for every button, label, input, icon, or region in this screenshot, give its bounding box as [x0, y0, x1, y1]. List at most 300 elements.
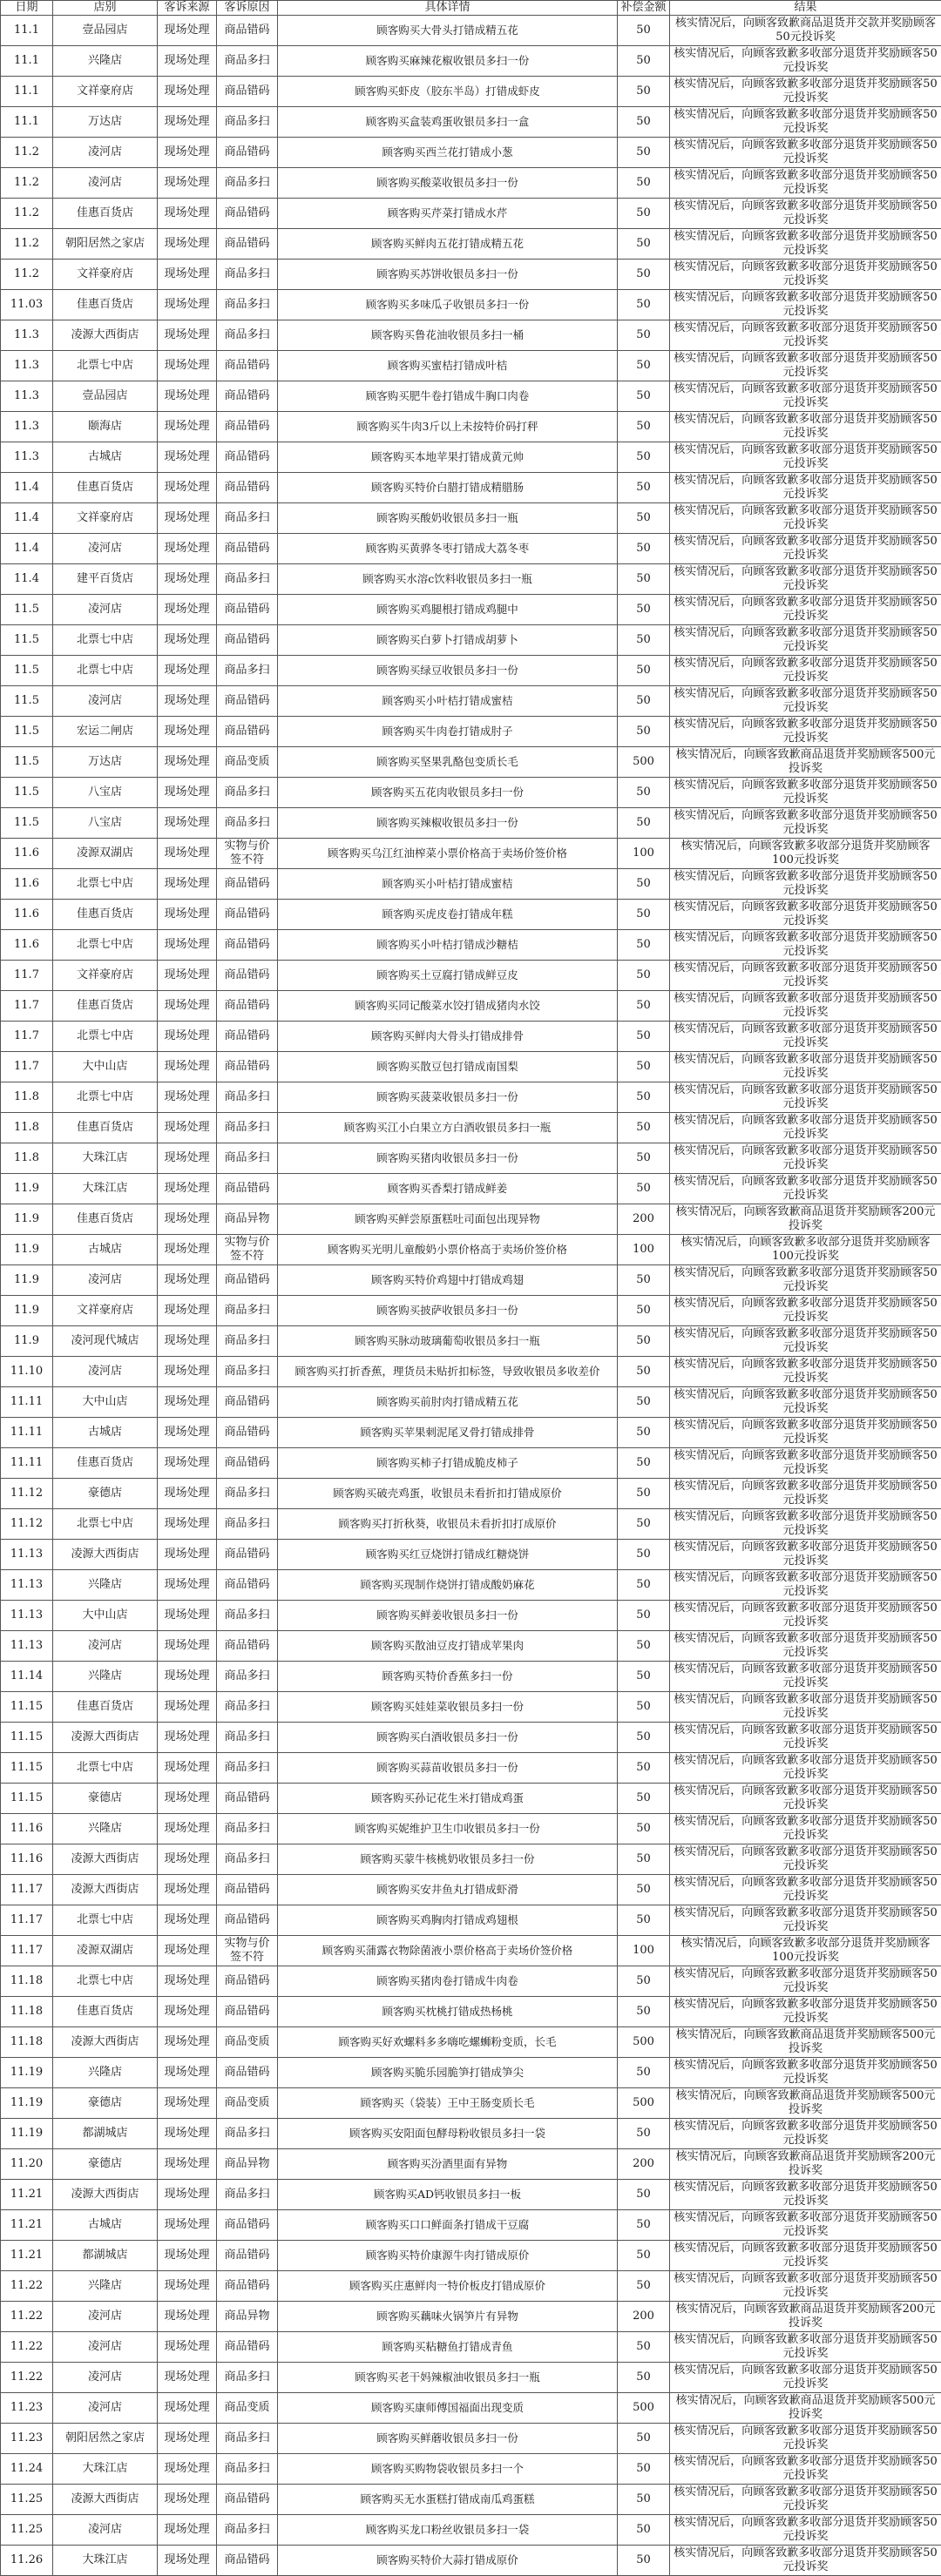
date-cell: 11.25 — [1, 2485, 53, 2515]
date-cell: 11.22 — [1, 2363, 53, 2393]
table-row — [1, 442, 941, 473]
detail-cell: 顾客购买黄骅冬枣打错成大荔冬枣 — [278, 534, 618, 564]
source-cell: 现场处理 — [158, 381, 217, 412]
amount-cell: 50 — [618, 2454, 670, 2485]
store-cell: 凌源双湖店 — [53, 1936, 158, 1966]
store-cell: 豪德店 — [53, 1479, 158, 1509]
amount-cell: 50 — [618, 1631, 670, 1662]
reason-cell: 商品多扫 — [217, 1692, 278, 1723]
result-cell: 核实情况后，向顾客致歉多收部分退货并奖励顾客50元投诉奖 — [670, 930, 941, 961]
table-row — [1, 1326, 941, 1357]
store-cell: 兴隆店 — [53, 1570, 158, 1601]
store-cell: 万达店 — [53, 747, 158, 778]
table-row — [1, 351, 941, 381]
amount-cell: 50 — [618, 1662, 670, 1692]
source-cell: 现场处理 — [158, 1082, 217, 1113]
result-cell: 核实情况后，向顾客致歉商品退货并奖励顾客200元投诉奖 — [670, 2149, 941, 2180]
result-cell: 核实情况后，向顾客致歉多收部分退货并奖励顾客50元投诉奖 — [670, 2119, 941, 2149]
table-row — [1, 2210, 941, 2241]
detail-cell: 顾客购买庄惠鲜肉一特价板皮打错成原价 — [278, 2271, 618, 2302]
header-store: 店别 — [53, 1, 158, 16]
date-cell: 11.19 — [1, 2058, 53, 2088]
amount-cell: 50 — [618, 2241, 670, 2271]
result-cell: 核实情况后，向顾客致歉多收部分退货并奖励顾客50元投诉奖 — [670, 1753, 941, 1784]
amount-cell: 50 — [618, 1753, 670, 1784]
amount-cell: 50 — [618, 2119, 670, 2149]
source-cell: 现场处理 — [158, 1418, 217, 1448]
table-row — [1, 2180, 941, 2210]
table-row — [1, 1875, 941, 1905]
result-cell: 核实情况后，向顾客致歉多收部分退货并奖励顾客50元投诉奖 — [670, 1631, 941, 1662]
store-cell: 北票七中店 — [53, 1509, 158, 1540]
result-cell: 核实情况后，向顾客致歉多收部分退货并奖励顾客50元投诉奖 — [670, 138, 941, 168]
reason-cell: 商品错码 — [217, 625, 278, 656]
reason-cell: 商品错码 — [217, 2332, 278, 2363]
reason-cell: 商品错码 — [217, 1052, 278, 1082]
amount-cell: 50 — [618, 1814, 670, 1844]
date-cell: 11.3 — [1, 381, 53, 412]
store-cell: 凌河店 — [53, 1631, 158, 1662]
result-cell: 核实情况后，向顾客致歉多收部分退货并奖励顾客50元投诉奖 — [670, 412, 941, 442]
store-cell: 佳惠百货店 — [53, 199, 158, 229]
detail-cell: 顾客购买虾皮（胶东半岛）打错成虾皮 — [278, 77, 618, 107]
source-cell: 现场处理 — [158, 1814, 217, 1844]
source-cell: 现场处理 — [158, 1235, 217, 1265]
detail-cell: 顾客购买苹果刺泥尾叉骨打错成排骨 — [278, 1418, 618, 1448]
date-cell: 11.11 — [1, 1387, 53, 1418]
store-cell: 大珠江店 — [53, 1143, 158, 1174]
table-row — [1, 2424, 941, 2454]
table-row — [1, 1479, 941, 1509]
reason-cell: 实物与价签不符 — [217, 839, 278, 869]
reason-cell: 商品变质 — [217, 747, 278, 778]
date-cell: 11.5 — [1, 808, 53, 839]
detail-cell: 顾客购买前肘肉打错成精五花 — [278, 1387, 618, 1418]
table-row — [1, 2058, 941, 2088]
date-cell: 11.9 — [1, 1174, 53, 1204]
table-row — [1, 1143, 941, 1174]
reason-cell: 商品错码 — [217, 1784, 278, 1814]
detail-cell: 顾客购买肥牛卷打错成牛胸口肉卷 — [278, 381, 618, 412]
reason-cell: 商品多扫 — [217, 2454, 278, 2485]
detail-cell: 顾客购买同记酸菜水饺打错成猪肉水饺 — [278, 991, 618, 1022]
detail-cell: 顾客购买枕桃打错成热杨桃 — [278, 1997, 618, 2027]
reason-cell: 商品错码 — [217, 1997, 278, 2027]
source-cell: 现场处理 — [158, 1905, 217, 1936]
table-row — [1, 1235, 941, 1265]
result-cell: 核实情况后，向顾客致歉商品退货并奖励顾客500元投诉奖 — [670, 2027, 941, 2058]
reason-cell: 商品错码 — [217, 595, 278, 625]
detail-cell: 顾客购买柿子打错成脆皮柿子 — [278, 1448, 618, 1479]
table-row — [1, 625, 941, 656]
reason-cell: 商品多扫 — [217, 107, 278, 138]
date-cell: 11.22 — [1, 2302, 53, 2332]
source-cell: 现场处理 — [158, 2302, 217, 2332]
detail-cell: 顾客购买鲜蘑收银员多扫一份 — [278, 2424, 618, 2454]
amount-cell: 50 — [618, 1905, 670, 1936]
amount-cell: 50 — [618, 199, 670, 229]
store-cell: 文祥豪府店 — [53, 961, 158, 991]
date-cell: 11.1 — [1, 16, 53, 46]
source-cell: 现场处理 — [158, 1723, 217, 1753]
amount-cell: 50 — [618, 442, 670, 473]
store-cell: 凌河店 — [53, 534, 158, 564]
source-cell: 现场处理 — [158, 564, 217, 595]
date-cell: 11.7 — [1, 991, 53, 1022]
date-cell: 11.8 — [1, 1143, 53, 1174]
table-row — [1, 1418, 941, 1448]
table-row — [1, 1601, 941, 1631]
date-cell: 11.4 — [1, 503, 53, 534]
amount-cell: 50 — [618, 1174, 670, 1204]
store-cell: 凌源大西街店 — [53, 1723, 158, 1753]
amount-cell: 50 — [618, 229, 670, 260]
detail-cell: 顾客购买本地苹果打错成黄元帅 — [278, 442, 618, 473]
table-row — [1, 656, 941, 686]
result-cell: 核实情况后，向顾客致歉多收部分退货并奖励顾客50元投诉奖 — [670, 46, 941, 77]
table-row — [1, 1905, 941, 1936]
detail-cell: 顾客购买打折香蕉，理货员未贴折扣标签，导致收银员多收差价 — [278, 1357, 618, 1387]
result-cell: 核实情况后，向顾客致歉多收部分退货并奖励顾客50元投诉奖 — [670, 199, 941, 229]
store-cell: 兴隆店 — [53, 1662, 158, 1692]
store-cell: 古城店 — [53, 442, 158, 473]
reason-cell: 商品异物 — [217, 2302, 278, 2332]
amount-cell: 500 — [618, 2393, 670, 2424]
amount-cell: 50 — [618, 1387, 670, 1418]
detail-cell: 顾客购买散豆包打错成南国梨 — [278, 1052, 618, 1082]
date-cell: 11.03 — [1, 290, 53, 320]
amount-cell: 50 — [618, 686, 670, 717]
date-cell: 11.19 — [1, 2119, 53, 2149]
header-result: 结果 — [670, 1, 941, 16]
table-row — [1, 930, 941, 961]
detail-cell: 顾客购买光明儿童酸奶小票价格高于卖场价签价格 — [278, 1235, 618, 1265]
source-cell: 现场处理 — [158, 1692, 217, 1723]
source-cell: 现场处理 — [158, 1448, 217, 1479]
detail-cell: 顾客购买安井鱼丸打错成虾滑 — [278, 1875, 618, 1905]
result-cell: 核实情况后，向顾客致歉多收部分退货并奖励顾客50元投诉奖 — [670, 808, 941, 839]
amount-cell: 50 — [618, 1570, 670, 1601]
detail-cell: 顾客购买酸奶收银员多扫一瓶 — [278, 503, 618, 534]
result-cell: 核实情况后，向顾客致歉多收部分退货并奖励顾客50元投诉奖 — [670, 900, 941, 930]
amount-cell: 50 — [618, 168, 670, 199]
source-cell: 现场处理 — [158, 991, 217, 1022]
amount-cell: 50 — [618, 16, 670, 46]
detail-cell: 顾客购买鲁花油收银员多扫一桶 — [278, 320, 618, 351]
store-cell: 北票七中店 — [53, 656, 158, 686]
reason-cell: 商品变质 — [217, 2393, 278, 2424]
date-cell: 11.13 — [1, 1631, 53, 1662]
result-cell: 核实情况后，向顾客致歉商品退货并奖励顾客500元投诉奖 — [670, 2088, 941, 2119]
source-cell: 现场处理 — [158, 46, 217, 77]
amount-cell: 50 — [618, 808, 670, 839]
date-cell: 11.24 — [1, 2454, 53, 2485]
amount-cell: 50 — [618, 1296, 670, 1326]
detail-cell: 顾客购买破壳鸡蛋，收银员未看折扣打错成原价 — [278, 1479, 618, 1509]
source-cell: 现场处理 — [158, 1753, 217, 1784]
result-cell: 核实情况后，向顾客致歉多收部分退货并奖励顾客50元投诉奖 — [670, 2363, 941, 2393]
source-cell: 现场处理 — [158, 77, 217, 107]
reason-cell: 商品错码 — [217, 534, 278, 564]
store-cell: 朝阳居然之家店 — [53, 2424, 158, 2454]
detail-cell: 顾客购买苏饼收银员多扫一份 — [278, 260, 618, 290]
table-row — [1, 1753, 941, 1784]
amount-cell: 50 — [618, 1022, 670, 1052]
store-cell: 佳惠百货店 — [53, 1692, 158, 1723]
source-cell: 现场处理 — [158, 2332, 217, 2363]
source-cell: 现场处理 — [158, 2393, 217, 2424]
detail-cell: 顾客购买娃娃菜收银员多扫一份 — [278, 1692, 618, 1723]
source-cell: 现场处理 — [158, 1357, 217, 1387]
table-row — [1, 1814, 941, 1844]
source-cell: 现场处理 — [158, 900, 217, 930]
amount-cell: 50 — [618, 2332, 670, 2363]
source-cell: 现场处理 — [158, 1296, 217, 1326]
source-cell: 现场处理 — [158, 778, 217, 808]
store-cell: 北票七中店 — [53, 869, 158, 900]
table-row — [1, 2241, 941, 2271]
source-cell: 现场处理 — [158, 2271, 217, 2302]
date-cell: 11.5 — [1, 778, 53, 808]
detail-cell: 顾客购买辣椒收银员多扫一份 — [278, 808, 618, 839]
store-cell: 大中山店 — [53, 1601, 158, 1631]
reason-cell: 商品错码 — [217, 1387, 278, 1418]
table-row — [1, 1265, 941, 1296]
result-cell: 核实情况后，向顾客致歉多收部分退货并奖励顾客50元投诉奖 — [670, 1570, 941, 1601]
amount-cell: 50 — [618, 412, 670, 442]
amount-cell: 200 — [618, 2149, 670, 2180]
reason-cell: 商品多扫 — [217, 808, 278, 839]
result-cell: 核实情况后，向顾客致歉多收部分退货并奖励顾客50元投诉奖 — [670, 2546, 941, 2576]
date-cell: 11.7 — [1, 1022, 53, 1052]
table-row — [1, 1631, 941, 1662]
detail-cell: 顾客购买乌江红油榨菜小票价格高于卖场价签价格 — [278, 839, 618, 869]
date-cell: 11.3 — [1, 412, 53, 442]
detail-cell: 顾客购买无水蛋糕打错成南瓜鸡蛋糕 — [278, 2485, 618, 2515]
amount-cell: 50 — [618, 2363, 670, 2393]
table-row — [1, 2515, 941, 2546]
reason-cell: 商品错码 — [217, 77, 278, 107]
result-cell: 核实情况后，向顾客致歉多收部分退货并奖励顾客50元投诉奖 — [670, 656, 941, 686]
store-cell: 佳惠百货店 — [53, 290, 158, 320]
reason-cell: 商品错码 — [217, 473, 278, 503]
result-cell: 核实情况后，向顾客致歉多收部分退货并奖励顾客50元投诉奖 — [670, 1265, 941, 1296]
result-cell: 核实情况后，向顾客致歉商品退货并奖励顾客500元投诉奖 — [670, 747, 941, 778]
date-cell: 11.5 — [1, 717, 53, 747]
detail-cell: 顾客购买鲜肉五花打错成精五花 — [278, 229, 618, 260]
source-cell: 现场处理 — [158, 534, 217, 564]
table-row — [1, 1570, 941, 1601]
result-cell: 核实情况后，向顾客致歉多收部分退货并奖励顾客100元投诉奖 — [670, 1235, 941, 1265]
result-cell: 核实情况后，向顾客致歉多收部分退货并奖励顾客50元投诉奖 — [670, 290, 941, 320]
source-cell: 现场处理 — [158, 2058, 217, 2088]
table-row — [1, 1052, 941, 1082]
date-cell: 11.2 — [1, 229, 53, 260]
date-cell: 11.8 — [1, 1082, 53, 1113]
store-cell: 佳惠百货店 — [53, 991, 158, 1022]
amount-cell: 50 — [618, 1479, 670, 1509]
reason-cell: 商品错码 — [217, 351, 278, 381]
amount-cell: 50 — [618, 1966, 670, 1997]
store-cell: 佳惠百货店 — [53, 1113, 158, 1143]
detail-cell: 顾客购买特价香蕉多扫一份 — [278, 1662, 618, 1692]
reason-cell: 商品异物 — [217, 2149, 278, 2180]
date-cell: 11.14 — [1, 1662, 53, 1692]
source-cell: 现场处理 — [158, 320, 217, 351]
amount-cell: 50 — [618, 381, 670, 412]
source-cell: 现场处理 — [158, 808, 217, 839]
amount-cell: 50 — [618, 534, 670, 564]
table-row — [1, 412, 941, 442]
date-cell: 11.20 — [1, 2149, 53, 2180]
result-cell: 核实情况后，向顾客致歉多收部分退货并奖励顾客50元投诉奖 — [670, 1113, 941, 1143]
source-cell: 现场处理 — [158, 1052, 217, 1082]
result-cell: 核实情况后，向顾客致歉商品退货并奖励顾客500元投诉奖 — [670, 2393, 941, 2424]
store-cell: 凌河店 — [53, 2515, 158, 2546]
table-row — [1, 534, 941, 564]
detail-cell: 顾客购买披萨收银员多扫一份 — [278, 1296, 618, 1326]
store-cell: 豪德店 — [53, 1784, 158, 1814]
detail-cell: 顾客购买蒲露衣物除菌液小票价格高于卖场价签价格 — [278, 1936, 618, 1966]
result-cell: 核实情况后，向顾客致歉多收部分退货并奖励顾客50元投诉奖 — [670, 1357, 941, 1387]
store-cell: 文祥豪府店 — [53, 503, 158, 534]
date-cell: 11.9 — [1, 1326, 53, 1357]
result-cell: 核实情况后，向顾客致歉多收部分退货并奖励顾客50元投诉奖 — [670, 381, 941, 412]
date-cell: 11.22 — [1, 2332, 53, 2363]
table-row — [1, 77, 941, 107]
source-cell: 现场处理 — [158, 625, 217, 656]
detail-cell: 顾客购买特价大蒜打错成原价 — [278, 2546, 618, 2576]
result-cell: 核实情况后，向顾客致歉多收部分退货并奖励顾客50元投诉奖 — [670, 1723, 941, 1753]
result-cell: 核实情况后，向顾客致歉多收部分退货并奖励顾客50元投诉奖 — [670, 2210, 941, 2241]
amount-cell: 50 — [618, 1509, 670, 1540]
source-cell: 现场处理 — [158, 869, 217, 900]
amount-cell: 100 — [618, 1936, 670, 1966]
date-cell: 11.4 — [1, 564, 53, 595]
reason-cell: 商品多扫 — [217, 656, 278, 686]
result-cell: 核实情况后，向顾客致歉多收部分退货并奖励顾客50元投诉奖 — [670, 1540, 941, 1570]
reason-cell: 商品错码 — [217, 1905, 278, 1936]
date-cell: 11.26 — [1, 2546, 53, 2576]
table-row — [1, 747, 941, 778]
result-cell: 核实情况后，向顾客致歉多收部分退货并奖励顾客50元投诉奖 — [670, 1022, 941, 1052]
detail-cell: 顾客购买鸡胸肉打错成鸡翅根 — [278, 1905, 618, 1936]
detail-cell: 顾客购买土豆腐打错成鲜豆皮 — [278, 961, 618, 991]
reason-cell: 商品多扫 — [217, 1509, 278, 1540]
store-cell: 大珠江店 — [53, 1174, 158, 1204]
table-row — [1, 46, 941, 77]
reason-cell: 商品错码 — [217, 1966, 278, 1997]
detail-cell: 顾客购买孙记花生米打错成鸡蛋 — [278, 1784, 618, 1814]
result-cell: 核实情况后，向顾客致歉多收部分退货并奖励顾客50元投诉奖 — [670, 1052, 941, 1082]
store-cell: 凌河店 — [53, 595, 158, 625]
result-cell: 核实情况后，向顾客致歉多收部分退货并奖励顾客50元投诉奖 — [670, 1418, 941, 1448]
result-cell: 核实情况后，向顾客致歉多收部分退货并奖励顾客50元投诉奖 — [670, 991, 941, 1022]
reason-cell: 商品错码 — [217, 1570, 278, 1601]
date-cell: 11.6 — [1, 839, 53, 869]
store-cell: 凌河店 — [53, 2332, 158, 2363]
header-detail: 具体详情 — [278, 1, 618, 16]
table-row — [1, 1082, 941, 1113]
table-row — [1, 1723, 941, 1753]
result-cell: 核实情况后，向顾客致歉多收部分退货并奖励顾客50元投诉奖 — [670, 2180, 941, 2210]
reason-cell: 商品多扫 — [217, 260, 278, 290]
amount-cell: 50 — [618, 46, 670, 77]
result-cell: 核实情况后，向顾客致歉多收部分退货并奖励顾客50元投诉奖 — [670, 686, 941, 717]
date-cell: 11.5 — [1, 747, 53, 778]
table-row — [1, 2271, 941, 2302]
reason-cell: 商品错码 — [217, 229, 278, 260]
detail-cell: 顾客购买汾酒里面有异物 — [278, 2149, 618, 2180]
detail-cell: 顾客购买大骨头打错成精五花 — [278, 16, 618, 46]
table-row — [1, 16, 941, 46]
reason-cell: 商品错码 — [217, 2546, 278, 2576]
reason-cell: 商品多扫 — [217, 1662, 278, 1692]
table-row — [1, 1448, 941, 1479]
source-cell: 现场处理 — [158, 686, 217, 717]
source-cell: 现场处理 — [158, 2027, 217, 2058]
detail-cell: 顾客购买好欢螺料多多嗨吃螺蛳粉变质，长毛 — [278, 2027, 618, 2058]
store-cell: 凌源大西街店 — [53, 320, 158, 351]
detail-cell: 顾客购买脆乐园脆笋打错成笋尖 — [278, 2058, 618, 2088]
source-cell: 现场处理 — [158, 1113, 217, 1143]
amount-cell: 50 — [618, 1326, 670, 1357]
result-cell: 核实情况后，向顾客致歉多收部分退货并奖励顾客100元投诉奖 — [670, 1936, 941, 1966]
result-cell: 核实情况后，向顾客致歉多收部分退货并奖励顾客50元投诉奖 — [670, 1143, 941, 1174]
store-cell: 凌源大西街店 — [53, 2180, 158, 2210]
reason-cell: 商品错码 — [217, 686, 278, 717]
store-cell: 大中山店 — [53, 1387, 158, 1418]
table-row — [1, 107, 941, 138]
reason-cell: 商品错码 — [217, 1631, 278, 1662]
detail-cell: 顾客购买水溶c饮料收银员多扫一瓶 — [278, 564, 618, 595]
result-cell: 核实情况后，向顾客致歉多收部分退货并奖励顾客50元投诉奖 — [670, 1844, 941, 1875]
date-cell: 11.2 — [1, 138, 53, 168]
store-cell: 都湖城店 — [53, 2119, 158, 2149]
source-cell: 现场处理 — [158, 2485, 217, 2515]
reason-cell: 商品错码 — [217, 2210, 278, 2241]
table-row — [1, 961, 941, 991]
result-cell: 核实情况后，向顾客致歉多收部分退货并奖励顾客50元投诉奖 — [670, 564, 941, 595]
amount-cell: 50 — [618, 1875, 670, 1905]
amount-cell: 50 — [618, 717, 670, 747]
date-cell: 11.15 — [1, 1723, 53, 1753]
amount-cell: 50 — [618, 473, 670, 503]
store-cell: 凌河店 — [53, 2363, 158, 2393]
reason-cell: 商品错码 — [217, 2241, 278, 2271]
store-cell: 佳惠百货店 — [53, 473, 158, 503]
amount-cell: 200 — [618, 2302, 670, 2332]
store-cell: 北票七中店 — [53, 351, 158, 381]
date-cell: 11.1 — [1, 107, 53, 138]
source-cell: 现场处理 — [158, 1265, 217, 1296]
result-cell: 核实情况后，向顾客致歉多收部分退货并奖励顾客50元投诉奖 — [670, 2332, 941, 2363]
store-cell: 凌河现代城店 — [53, 1326, 158, 1357]
amount-cell: 50 — [618, 869, 670, 900]
source-cell: 现场处理 — [158, 1509, 217, 1540]
store-cell: 壹品园店 — [53, 16, 158, 46]
detail-cell: 顾客购买龙口粉丝收银员多扫一袋 — [278, 2515, 618, 2546]
amount-cell: 50 — [618, 2180, 670, 2210]
detail-cell: 顾客购买鲜肉大骨头打错成排骨 — [278, 1022, 618, 1052]
reason-cell: 商品错码 — [217, 961, 278, 991]
result-cell: 核实情况后，向顾客致歉多收部分退货并奖励顾客50元投诉奖 — [670, 260, 941, 290]
reason-cell: 商品多扫 — [217, 1844, 278, 1875]
result-cell: 核实情况后，向顾客致歉多收部分退货并奖励顾客50元投诉奖 — [670, 229, 941, 260]
store-cell: 都湖城店 — [53, 2241, 158, 2271]
table-row — [1, 2485, 941, 2515]
detail-cell: 顾客购买康师傅国福面出现变质 — [278, 2393, 618, 2424]
